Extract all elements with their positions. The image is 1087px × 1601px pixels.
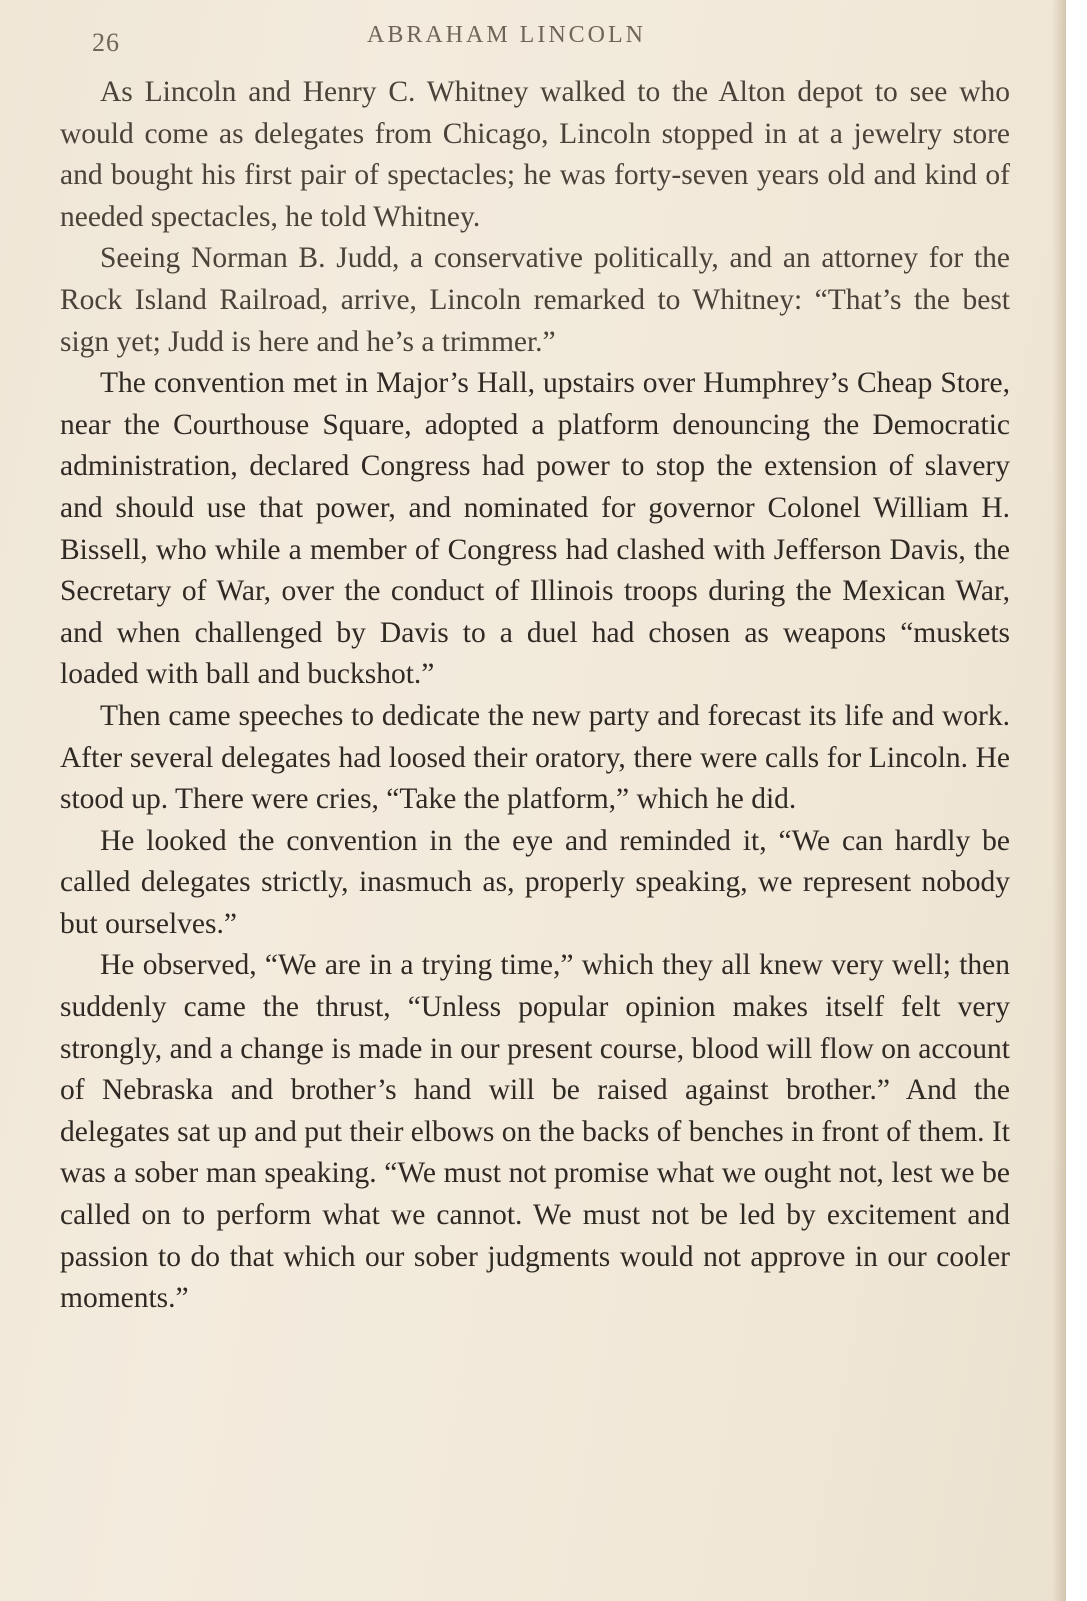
running-title: ABRAHAM LINCOLN bbox=[367, 22, 646, 48]
paragraph: Seeing Norman B. Judd, a conservative politically, and an attorney for the Rock Island Railroad, arrive, Lincoln remarked to Whitney: “That’s the best sign yet; Judd is here and he’s a trimmer.” bbox=[60, 242, 1010, 358]
paragraph: As Lincoln and Henry C. Whitney walked to the Alton depot to see who would come as delegates from Chicago, Lincoln stopped in at a jewelry store and bought his first pair of spectacles; he was forty-seven years old and kind of needed spectacles, he told Whitney. bbox=[60, 76, 1010, 233]
page-header bbox=[0, 22, 1066, 62]
paragraph: Then came speeches to dedicate the new party and forecast its life and work. After several delegates had loosed their oratory, there were calls for Lincoln. He stood up. There were cries, “Take the platform,” which he did. bbox=[60, 699, 1010, 816]
paragraph: The convention met in Major’s Hall, upstairs over Humphrey’s Cheap Store, near the Courthouse Square, adopted a platform denouncing the Democratic administration, declared Congress had power to stop the extension of slavery and should use that power, and nominated for governor Colonel William H. Bissell, who while a member of Congress had clashed with Jefferson Davis, the Secretary of War, over the conduct of Illinois troops during the Mexican War, and when challenged by Davis to a duel had chosen as weapons “muskets loaded with ball and buckshot.” bbox=[60, 367, 1010, 691]
page-edge-shadow bbox=[1052, 0, 1066, 1601]
body-text bbox=[60, 72, 1010, 1320]
paragraph: He looked the convention in the eye and reminded it, “We can hardly be called delegates strictly, inasmuch as, properly speaking, we represent nobody but ourselves.” bbox=[60, 824, 1010, 940]
page-number: 26 bbox=[92, 28, 120, 57]
paragraph: He observed, “We are in a trying time,” which they all knew very well; then suddenly came the thrust, “Unless popular opinion makes itself felt very strongly, and a change is made in our present course, blood will flow on account of Nebraska and brother’s hand will be raised against brother.” And the delegates sat up and put their elbows on the backs of benches in front of them. It was a sober man speaking. “We must not promise what we ought not, lest we be called on to perform what we cannot. We must not be led by excitement and passion to do that which our sober judgments would not approve in our cooler moments.” bbox=[60, 949, 1010, 1315]
